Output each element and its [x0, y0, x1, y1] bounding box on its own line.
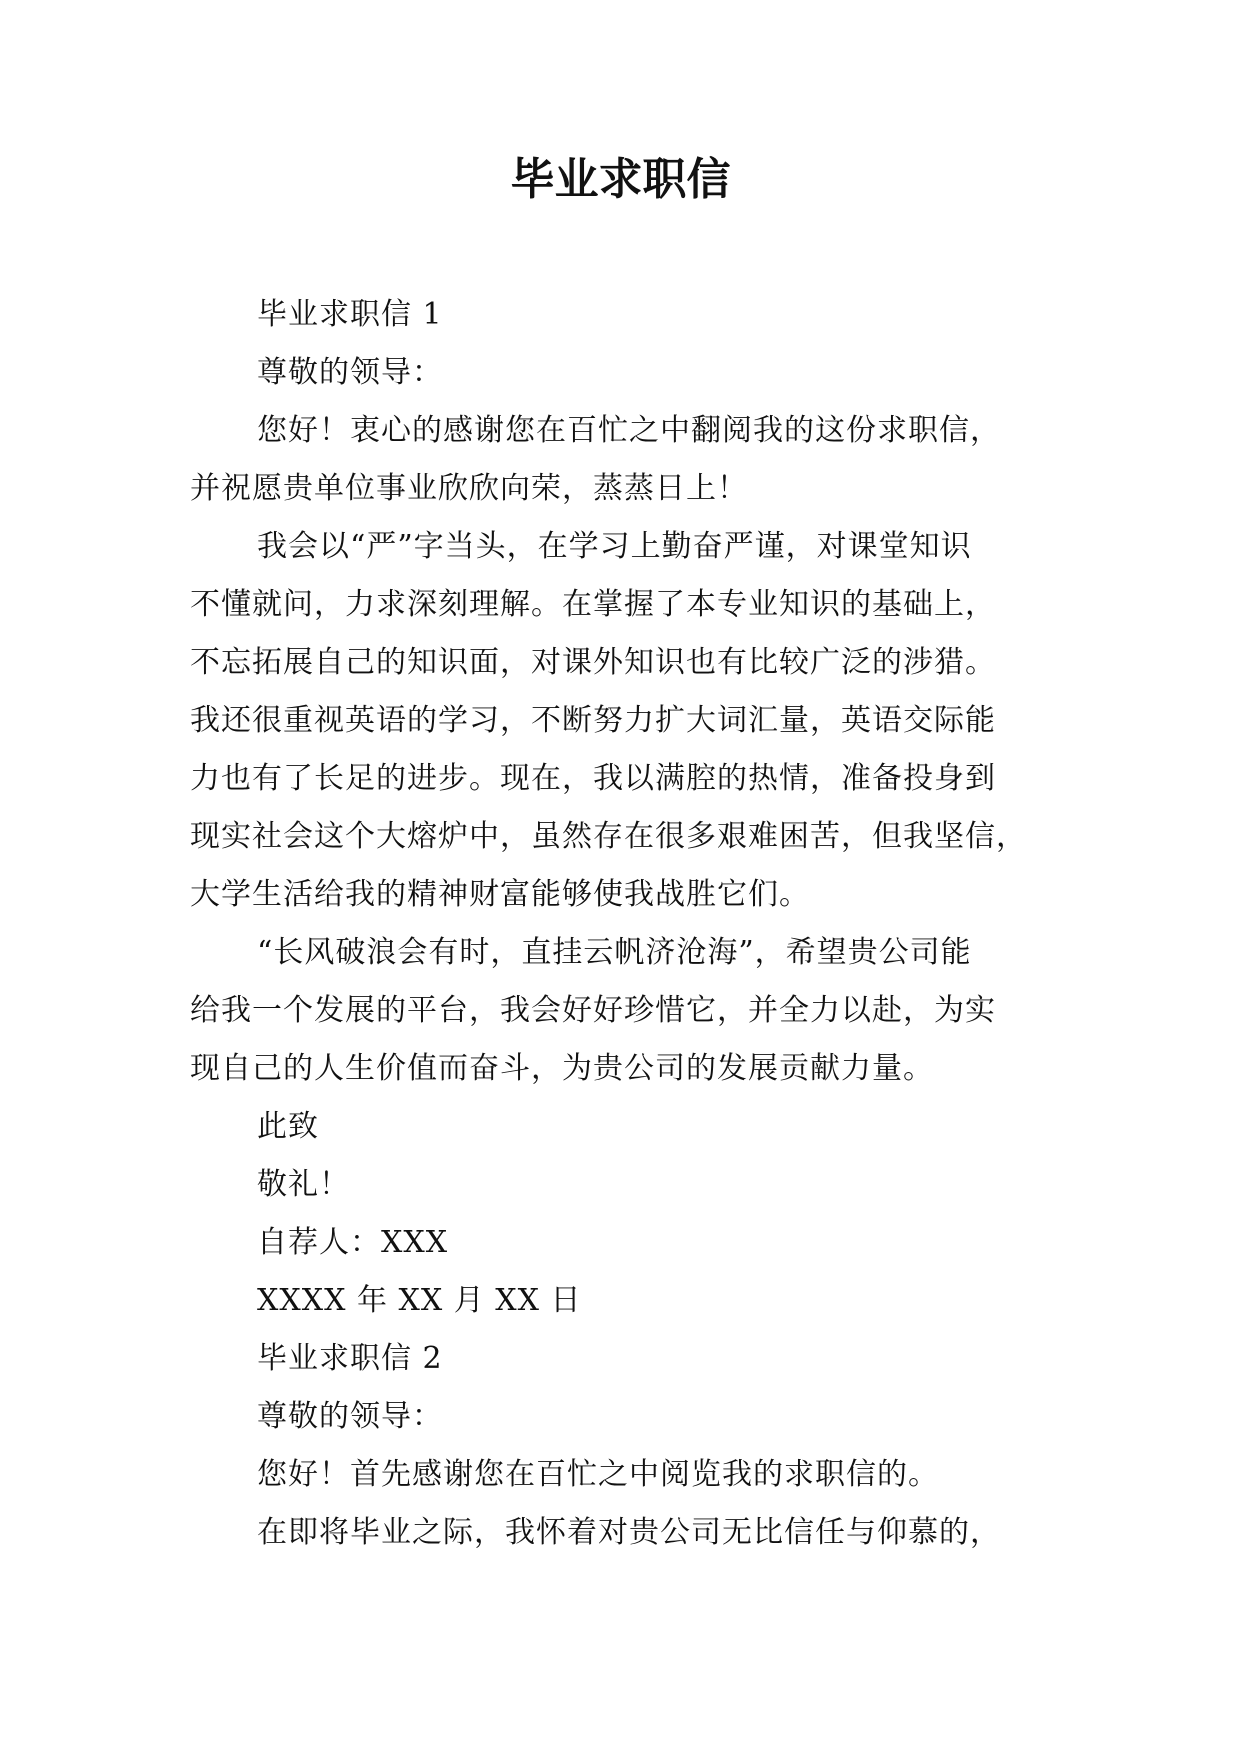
signature-line: 自荐人：XXX — [257, 1225, 449, 1260]
paragraph-line: 不懂就问，力求深刻理解。在掌握了本专业知识的基础上， — [190, 587, 996, 622]
letter1-heading: 毕业求职信 1 — [257, 297, 443, 332]
paragraph-line: 您好！首先感谢您在百忙之中阅览我的求职信的。 — [257, 1457, 939, 1492]
paragraph-line: 给我一个发展的平台，我会好好珍惜它，并全力以赴，为实 — [190, 993, 996, 1028]
paragraph-line: 我还很重视英语的学习，不断努力扩大词汇量，英语交际能 — [190, 703, 996, 738]
paragraph-line: 力也有了长足的进步。现在，我以满腔的热情，准备投身到 — [190, 761, 996, 796]
paragraph-line: 我会以“严”字当头，在学习上勤奋严谨，对课堂知识 — [257, 529, 972, 564]
document-title: 毕业求职信 — [510, 154, 731, 205]
paragraph-line: 不忘拓展自己的知识面，对课外知识也有比较广泛的涉猎。 — [190, 645, 996, 680]
letter2-heading: 毕业求职信 2 — [257, 1341, 443, 1376]
paragraph-line: 大学生活给我的精神财富能够使我战胜它们。 — [190, 877, 810, 912]
paragraph-line: 现实社会这个大熔炉中，虽然存在很多艰难困苦，但我坚信， — [190, 819, 1027, 854]
date-line: XXXX 年 XX 月 XX 日 — [257, 1283, 582, 1318]
paragraph-line: 您好！衷心的感谢您在百忙之中翻阅我的这份求职信， — [257, 413, 1001, 448]
letter1-salutation: 尊敬的领导： — [257, 355, 443, 390]
closing-line: 敬礼！ — [257, 1167, 350, 1202]
letter2-salutation: 尊敬的领导： — [257, 1399, 443, 1434]
paragraph-line: 现自己的人生价值而奋斗，为贵公司的发展贡献力量。 — [190, 1051, 934, 1086]
paragraph-line: 在即将毕业之际，我怀着对贵公司无比信任与仰慕的， — [257, 1515, 1001, 1550]
closing-line: 此致 — [257, 1109, 319, 1144]
paragraph-line: “长风破浪会有时，直挂云帆济沧海”，希望贵公司能 — [257, 935, 972, 970]
paragraph-line: 并祝愿贵单位事业欣欣向荣，蒸蒸日上！ — [190, 471, 748, 506]
